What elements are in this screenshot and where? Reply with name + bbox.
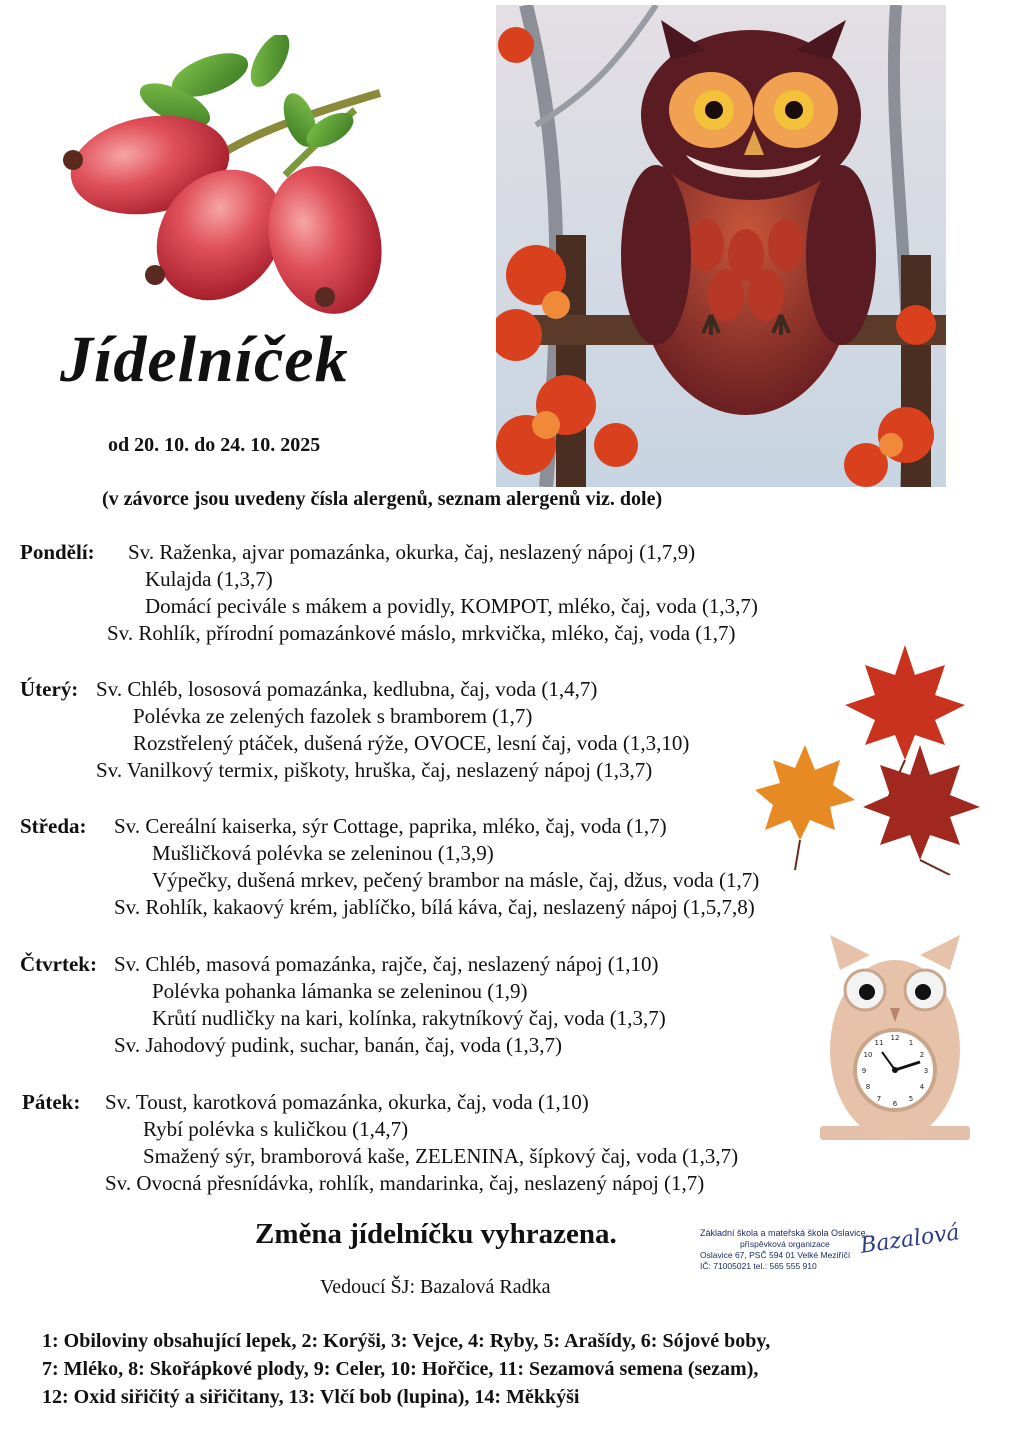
menu-line: Sv. Vanilkový termix, piškoty, hruška, čaj, neslazený nápoj (1,3,7) (96, 758, 653, 782)
clock-numeral: 10 (863, 1051, 873, 1059)
menu-line: Krůtí nudličky na kari, kolínka, rakytníkový čaj, voda (1,3,7) (152, 1006, 666, 1030)
stamp-line: Oslavice 67, PSČ 594 01 Velké Meziříčí (700, 1250, 851, 1260)
maple-leaf-top (845, 645, 965, 760)
clock-numeral: 1 (908, 1039, 914, 1047)
signature: Bazalová (858, 1220, 962, 1259)
menu-line: Sv. Rohlík, kakaový krém, jablíčko, bílá káva, čaj, neslazený nápoj (1,5,7,8) (114, 895, 755, 919)
menu-line: Sv. Chléb, masová pomazánka, rajče, čaj, neslazený nápoj (1,10) (114, 952, 659, 976)
menu-line: Sv. Chléb, lososová pomazánka, kedlubna, čaj, voda (1,4,7) (96, 677, 598, 701)
menu-line: Výpečky, dušená mrkev, pečený brambor na másle, čaj, džus, voda (1,7) (152, 868, 760, 892)
stamp-line: IČ: 71005021 tel.: 565 555 910 (700, 1261, 817, 1271)
day-label-wednesday: Středa: (20, 814, 87, 838)
day-label-thursday: Čtvrtek: (20, 952, 97, 976)
clock-numeral: 8 (865, 1083, 871, 1091)
allergen-legend-line: 7: Mléko, 8: Skořápkové plody, 9: Celer, 10: Hořčice, 11: Sezamová semena (sezam), (42, 1358, 759, 1380)
date-range: od 20. 10. do 24. 10. 2025 (108, 434, 321, 456)
allergen-legend-line: 12: Oxid siřičitý a siřičitany, 13: Vlčí bob (lupina), 14: Měkkýši (42, 1386, 580, 1408)
allergen-legend-line: 1: Obiloviny obsahující lepek, 2: Korýši, 3: Vejce, 4: Ryby, 5: Arašídy, 6: Sójové boby, (42, 1330, 771, 1352)
clock-numeral: 7 (876, 1095, 882, 1103)
menu-line: Domácí peciválе s mákem a povidly, KOMPOT, mléko, čaj, voda (1,3,7) (145, 594, 758, 618)
clock-numeral: 2 (919, 1051, 925, 1059)
menu-line: Polévka pohanka lámanka se zeleninou (1,9) (152, 979, 528, 1003)
autumn-leaves-illustration (755, 635, 985, 875)
maple-leaf-left (755, 745, 855, 840)
clock-numeral: 3 (923, 1067, 929, 1075)
stamp-line: Základní škola a mateřská škola Oslavice, (700, 1228, 869, 1238)
menu-line: Polévka ze zelených fazolek s bramborem (1,7) (133, 704, 533, 728)
day-label-friday: Pátek: (22, 1090, 81, 1114)
menu-line: Sv. Ovocná přesnídávka, rohlík, mandarinka, čaj, neslazený nápoj (1,7) (105, 1171, 705, 1195)
clock-numeral: 6 (892, 1100, 898, 1108)
menu-line: Mušličková polévka se zeleninou (1,3,9) (152, 841, 494, 865)
day-label-monday: Pondělí: (20, 540, 95, 564)
clock-numeral: 4 (919, 1083, 925, 1091)
menu-line: Sv. Toust, karotková pomazánka, okurka, čaj, voda (1,10) (105, 1090, 589, 1114)
clock-numeral: 9 (861, 1067, 867, 1075)
menu-line: Sv. Cereální kaiserka, sýr Cottage, paprika, mléko, čaj, voda (1,7) (114, 814, 667, 838)
menu-line: Rozstřelený ptáček, dušená rýže, OVOCE, lesní čaj, voda (1,3,10) (133, 731, 690, 755)
menu-line: Rybí polévka s kuličkou (1,4,7) (143, 1117, 409, 1141)
clock-numeral: 12 (890, 1034, 900, 1042)
maple-leaf-right (863, 745, 980, 860)
page-title: Jídelníček (60, 323, 349, 396)
clock-numeral: 5 (908, 1095, 914, 1103)
school-stamp (700, 1220, 962, 1272)
kitchen-head: Vedoucí ŠJ: Bazalová Radka (320, 1276, 551, 1298)
stamp-line: příspěvková organizace (740, 1239, 830, 1249)
owl-clock-illustration (820, 930, 975, 1145)
clock-numeral: 11 (874, 1039, 884, 1047)
menu-line: Sv. Raženka, ajvar pomazánka, okurka, čaj, neslazený nápoj (1,7,9) (128, 540, 696, 564)
menu-change-note: Změna jídelníčku vyhrazena. (255, 1218, 617, 1250)
autumn-owl-picture (496, 5, 946, 487)
menu-line: Sv. Rohlík, přírodní pomazánkové máslo, mrkvička, mléko, čaj, voda (1,7) (107, 621, 736, 645)
menu-line: Smažený sýr, bramborová kaše, ZELENINA, šípkový čaj, voda (1,3,7) (143, 1144, 739, 1168)
allergen-note: (v závorce jsou uvedeny čísla alergenů, seznam alergenů viz. dole) (102, 488, 663, 510)
menu-line: Kulajda (1,3,7) (145, 567, 273, 591)
rosehip-illustration (55, 35, 395, 315)
menu-line: Sv. Jahodový pudink, suchar, banán, čaj, voda (1,3,7) (114, 1033, 563, 1057)
day-label-tuesday: Úterý: (20, 677, 79, 701)
